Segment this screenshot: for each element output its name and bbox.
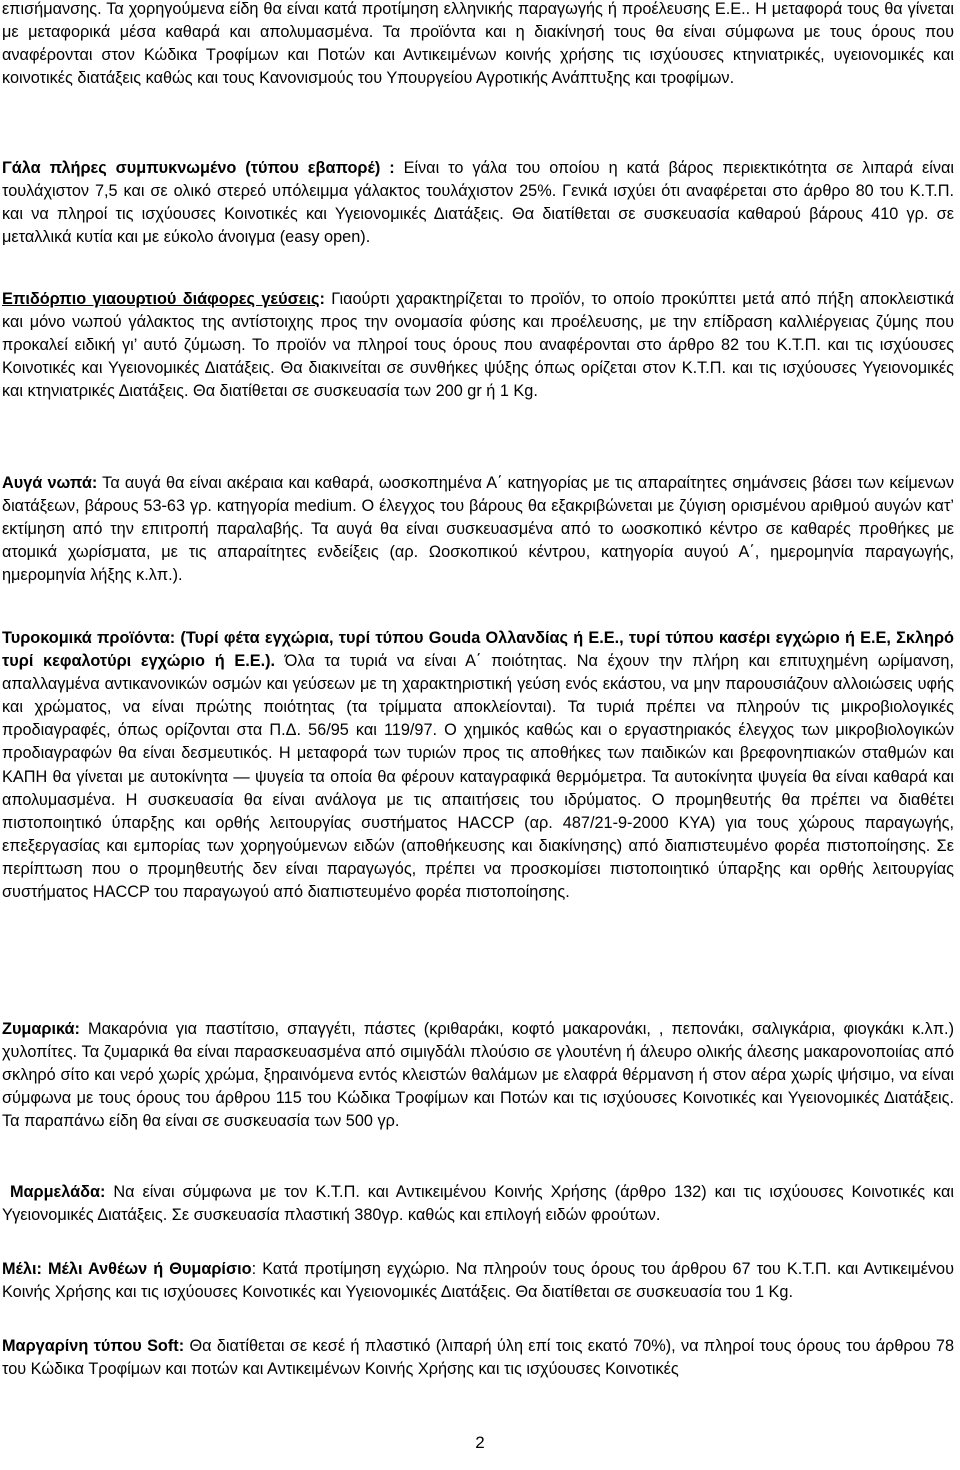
eggs-text: Τα αυγά θα είναι ακέραια και καθαρά, ωοσκοπημένα Α΄ κατηγορίας με τις απαραίτητες σημάνσεις βάσει των κείμενων διατάξεων, βάρους 53-63 γρ. κατηγορία medium. Ο έλεγχος του βάρους θα εξακριβώνεται με ζύγιση ορισμένου αριθμού αυγών κατ’ εκτίμηση από την επιτροπή παραλαβής. Τα αυγά θα είναι συσκευασμένα από το ωοσκοπικό κέντρο σε καθαρές προθήκες με ατομικά χωρίσματα, με τις απαραίτητες ενδείξεις (αρ. Ωοσκοπικού κέντρου, κατηγορία αυγού Α΄, ημερομηνία παραγωγής, ημερομηνία λήξης κ.λπ.). [2,474,954,585]
yogurt-text: Γιαούρτι χαρακτηρίζεται το προϊόν, το οποίο προκύπτει μετά από πήξη αποκλειστικά και μόνο νωπού γάλακτος της αντίστοιχης προς την ονομασία φύσης και προέλευσης, με την επίδραση καλλιέργειας ζύμης που προκαλεί ειδική γι’ αυτό ζύμωση. Το προϊόν να πληροί τους όρους που αναφέρονται στο άρθρο 82 του Κ.Τ.Π. και τις ισχύουσες Κοινοτικές και Υγειονομικές Διατάξεις. Θα διακινείται σε συνθήκες ψύξης όπως ορίζεται στον Κ.Τ.Π. και τις ισχύουσες Υγειονομικές και κτηνιατρικές Διατάξεις. Θα διατίθεται σε συσκευασία των 200 gr ή 1 Kg. [2,290,954,401]
honey-text: : Κατά προτίμηση εγχώριο. Να πληρούν τους όρους του άρθρου 67 του Κ.Τ.Π. και Αντικειμένου Κοινής Χρήσης και τις ισχύουσες Κοινοτικές και Υγειονομικές Διατάξεις. Θα διατίθεται σε συσκευασία του 1 Kg. [2,1260,955,1302]
cheese-heading: Τυροκομικά προϊόντα: (Τυρί φέτα εγχώρια, τυρί τύπου Gouda Ολλανδίας ή Ε.Ε., τυρί τύπου κασέρι εγχώριο ή Ε.Ε, Σκληρό τυρί κεφαλοτύρι εγχώριο ή Ε.Ε.). [2,629,954,671]
cheese-text: Όλα τα τυριά να είναι Α΄ ποιότητας. Να έχουν την πλήρη και επιτυχημένη ωρίμανση, απαλλαγμένα αντικανονικών οσμών και γεύσεων με τη χαρακτηριστική γεύση ενός εκάστου, να μην παρουσιάζουν αλλοιώσεις υφής και χρώματος, να είναι πρώτης ποιότητας (τα τρίμματα αποκλείονται). Τα τυριά πρέπει να πληρούν τις μικροβιολογικές προδιαγραφές, όπως ορίζονται στα Π.Δ. 56/95 και 119/97. Ο χημικός καθώς και ο εργαστηριακός έλεγχος των μικροβιολογικών προδιαγραφών θα είναι δεσμευτικός. Η μεταφορά των τυριών προς τις αποθήκες των παιδικών και βρεφονηπιακών σταθμών και ΚΑΠΗ θα γίνεται με αυτοκίνητα ― ψυγεία τα οποία θα φέρουν καταγραφικά θερμόμετρα. Τα αυτοκίνητα ψυγεία θα είναι καθαρά και απολυμασμένα. Η συσκευασία θα είναι ανάλογα με τις απαιτήσεις του ιδρύματος. Ο προμηθευτής θα πρέπει να διαθέτει πιστοποιητικό ύπαρξης και ορθής λειτουργίας συστήματος HACCP (αρ. 487/21-9-2000 ΚΥΑ) για τους χώρους παραγωγής, επεξεργασίας και εμπορίας των χορηγούμενων ειδών (αποθήκευσης και διακίνησης) από διαπιστευμένο φορέα πιστοποίησης. Σε περίπτωση που ο προμηθευτής δεν είναι παραγωγός, πρέπει να προσκομίσει πιστοποιητικό ύπαρξης και ορθής λειτουργίας συστήματος HACCP του παραγωγού από διαπιστευμένο φορέα πιστοποίησης. [2,652,954,902]
jam-heading: Μαρμελάδα: [9,1183,106,1201]
milk-heading: Γάλα πλήρες συμπυκνωμένο (τύπου εβαπορέ) : [2,159,395,177]
page-number: 2 [475,1433,485,1452]
eggs-paragraph [2,472,954,587]
pasta-paragraph [2,1018,954,1133]
margarine-paragraph [2,1335,954,1381]
yogurt-paragraph [2,288,954,403]
margarine-heading: Μαργαρίνη τύπου Soft: [2,1337,185,1355]
pasta-heading: Ζυμαρικά: [2,1020,80,1038]
eggs-heading: Αυγά νωπά: [2,474,98,492]
milk-paragraph [2,157,954,249]
intro-text: επισήμανσης. Τα χορηγούμενα είδη θα είναι κατά προτίμηση ελληνικής παραγωγής ή προέλευσης Ε.Ε.. Η μεταφορά τους θα γίνεται με μεταφορικά μέσα καθαρά και απολυμασμένα. Τα προϊόντα και η διακίνησή τους θα είναι σύμφωνα με τους όρους που αναφέρονται στον Κώδικα Τροφίμων και Ποτών και Αντικειμένων κοινής χρήσης τις ισχύουσες κτηνιατρικές, υγειονομικές και κοινοτικές διατάξεις καθώς και τους Κανονισμούς του Υπουργείου Αγροτικής Ανάπτυξης και τροφίμων. [2,0,954,88]
pasta-text: Μακαρόνια για παστίτσιο, σπαγγέτι, πάστες (κριθαράκι, κοφτό μακαρονάκι, , πεπονάκι, σαλιγκάρια, φιογκάκι κ.λπ.) χυλοπίτες. Τα ζυμαρικά θα είναι παρασκευασμένα από σιμιγδάλι πλούσιο σε γλουτένη ή άλευρο ολικής άλεσης μακαρονοποιίας από σκληρό σίτο και νερό χωρίς χρώμα, ξηραινόμενα εντός κλειστών θαλάμων με ελαφρά θέρμανση ή στον αέρα χωρίς ψήσιμο, να είναι σύμφωνα με τους όρους του άρθρου 115 του Κώδικα Τροφίμων και Ποτών και τις ισχύουσες Κοινοτικές και Υγειονομικές Διατάξεις. Τα παραπάνω είδη θα είναι σε συσκευασία των 500 γρ. [2,1020,954,1131]
margarine-text: Θα διατίθεται σε κεσέ ή πλαστικό (λιπαρή ύλη επί τοις εκατό 70%), να πληροί τους όρους του άρθρου 78 του Κώδικα Τροφίμων και ποτών και Αντικειμένων Κοινής Χρήσης και τις ισχύουσες Κοινοτικές [2,1337,954,1379]
milk-text: Είναι το γάλα του οποίου η κατά βάρος περιεκτικότητα σε λιπαρά είναι τουλάχιστον 7,5 και σε ολικό στερεό υπόλειμμα γάλακτος τουλάχιστον 25%. Γενικά ισχύει ότι αναφέρεται στο άρθρο 80 του Κ.Τ.Π. και να πληροί τις ισχύουσες Κοινοτικές και Υγειονομικές Διατάξεις. Θα διατίθεται σε συσκευασία καθαρού βάρους 410 γρ. σε μεταλλικά κυτία και με εύκολο άνοιγμα (easy open). [2,159,954,247]
jam-text: Να είναι σύμφωνα με τον Κ.Τ.Π. και Αντικειμένου Κοινής Χρήσης (άρθρο 132) και τις ισχύουσες Κοινοτικές και Υγειονομικές Διατάξεις. Σε συσκευασία πλαστική 380γρ. καθώς και επιλογή ειδών φρούτων. [2,1183,954,1225]
honey-paragraph [2,1258,954,1304]
yogurt-heading: Επιδόρπιο γιαουρτιού διάφορες γεύσεις [2,290,320,308]
intro-paragraph [2,0,954,90]
honey-heading: Μέλι: Μέλι Ανθέων ή Θυμαρίσιο [2,1260,252,1278]
jam-paragraph [2,1181,954,1227]
cheese-paragraph [2,627,954,904]
yogurt-heading-colon: : [319,290,325,308]
